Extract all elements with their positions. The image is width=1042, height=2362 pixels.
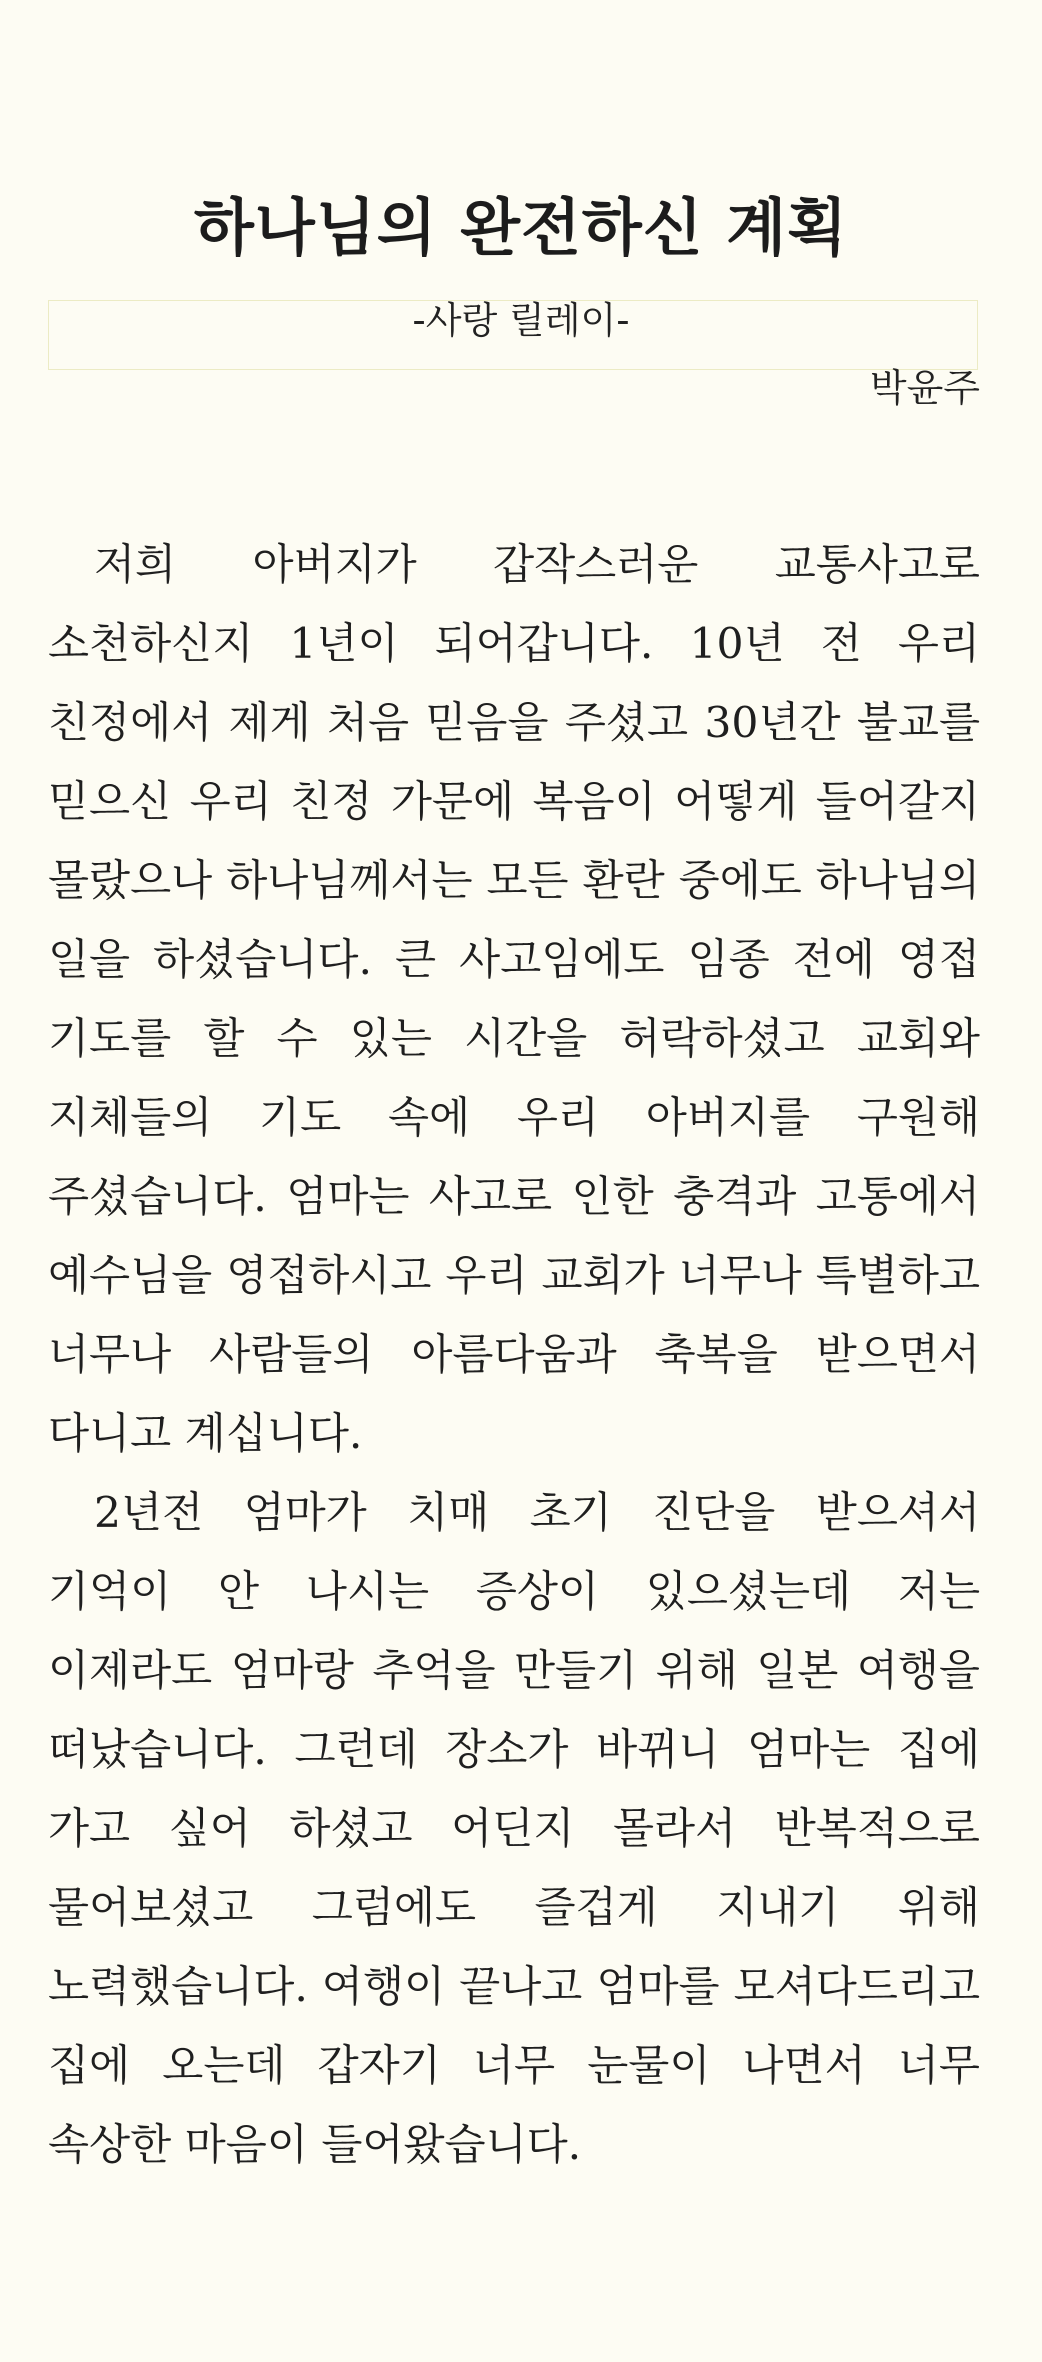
body-paragraph: 2년전 엄마가 치매 초기 진단을 받으셔서 기억이 안 나시는 증상이 있으셨는데 저는 이제라도 엄마랑 추억을 만들기 위해 일본 여행을 떠났습니다. 그런데 장소가 바뀌니 엄마는 집에 가고 싶어 하셨고 어딘지 몰라서 반복적으로 물어보셨고 그럼에도 즐겁게 지내기 위해 노력했습니다. 여행이 끝나고 엄마를 모셔다드리고 집에 오는데 갑자기 너무 눈물이 나면서 너무 속상한 마음이 들어왔습니다.: [48, 1489, 980, 2170]
document-title: 하나님의 완전하신 계획: [193, 191, 849, 264]
document-subtitle: -사랑 릴레이-: [412, 299, 630, 342]
document-body: [48, 526, 980, 2185]
body-paragraph: 저희 아버지가 갑작스러운 교통사고로 소천하신지 1년이 되어갑니다. 10년 전 우리 친정에서 제게 처음 믿음을 주셨고 30년간 불교를 믿으신 우리 친정 가문에 복음이 어떻게 들어갈지 몰랐으나 하나님께서는 모든 환란 중에도 하나님의 일을 하셨습니다. 큰 사고임에도 임종 전에 영접 기도를 할 수 있는 시간을 허락하셨고 교회와 지체들의 기도 속에 우리 아버지를 구원해 주셨습니다. 엄마는 사고로 인한 충격과 고통에서 예수님을 영접하시고 우리 교회가 너무나 특별하고 너무나 사람들의 아름다움과 축복을 받으면서 다니고 계십니다.: [48, 541, 980, 1459]
author-name: 박윤주: [869, 366, 980, 410]
